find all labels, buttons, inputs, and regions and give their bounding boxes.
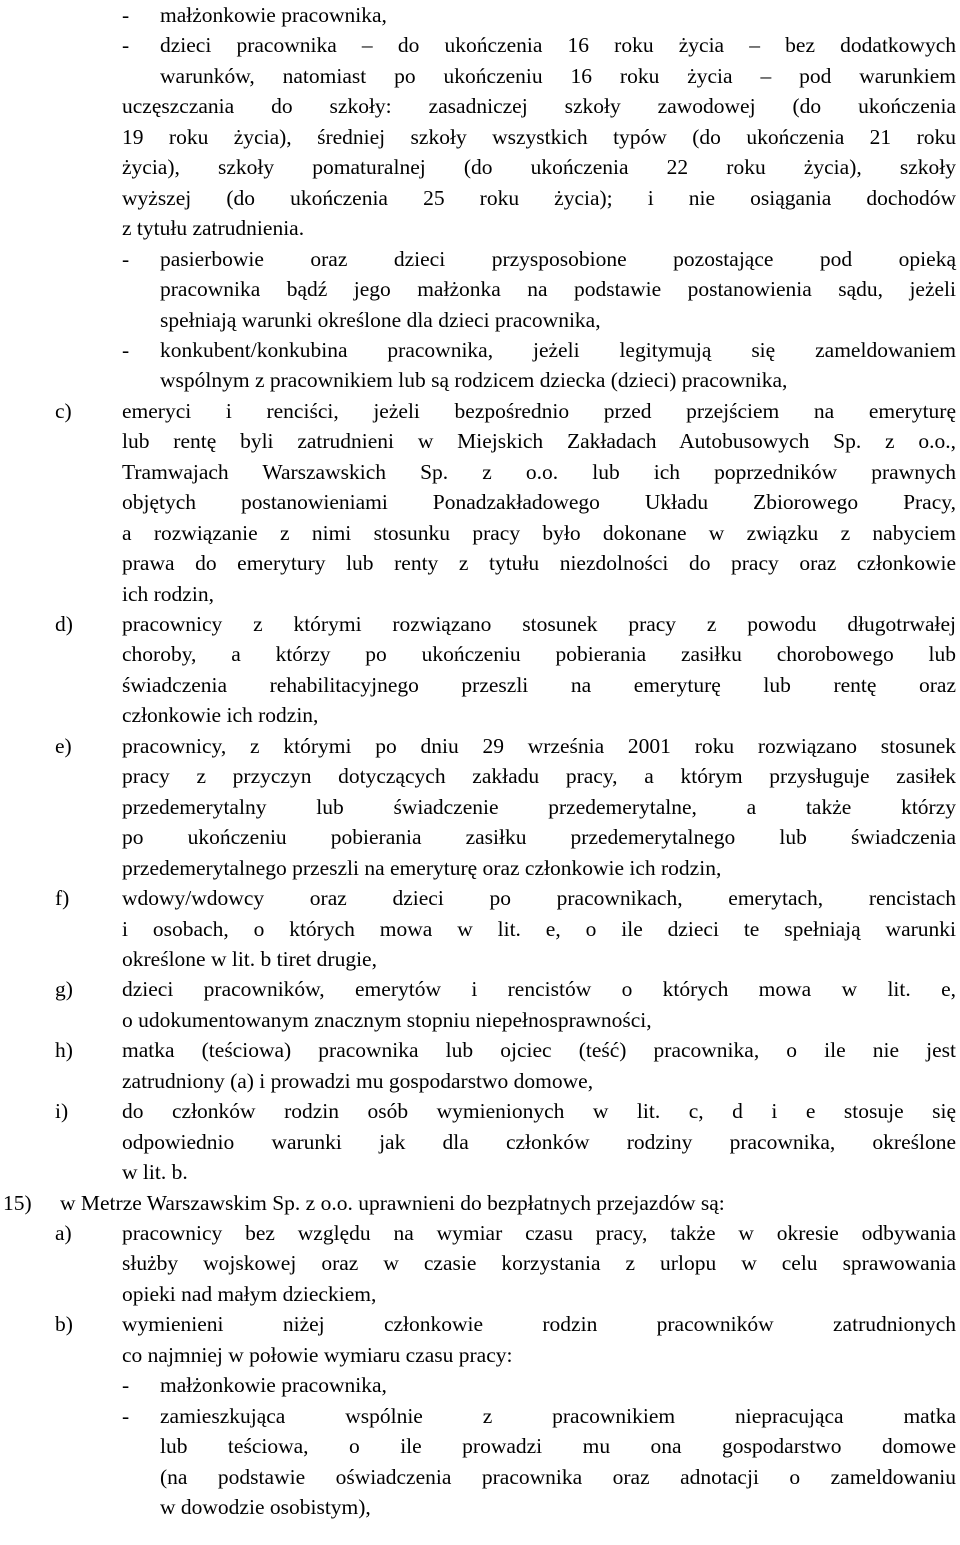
text-line: z tytułu zatrudnienia. [122,216,305,240]
list-marker: - [122,1404,130,1428]
text-line: wspólnym z pracownikiem lub są rodzicem dziecka (dzieci) pracownika, [160,368,788,392]
text-line: pracy z przyczyn dotyczących zakładu pracy, a którym przysługuje zasiłek [122,764,956,788]
text-line: i osobach, o których mowa w lit. e, o ile dzieci te spełniają warunki [122,917,956,941]
text-line: życia), szkoły pomaturalnej (do ukończenia 22 roku życia), szkoły [122,155,956,179]
list-marker: - [122,338,130,362]
list-marker: - [122,1373,130,1397]
text-line: 19 roku życia), średniej szkoły wszystkich typów (do ukończenia 21 roku [122,125,956,149]
text-line: wyższej (do ukończenia 25 roku życia); i nie osiągania dochodów [122,186,956,210]
text-line: o udokumentowanym znacznym stopniu niepełnosprawności, [122,1008,652,1032]
text-line: świadczenia rehabilitacyjnego przeszli na emeryturę lub rentę oraz [122,673,956,697]
list-marker: e) [55,734,72,758]
text-line: pracownicy bez względu na wymiar czasu pracy, także w okresie odbywania [122,1221,956,1245]
text-line: dzieci pracownika – do ukończenia 16 roku życia – bez dodatkowych [160,33,956,57]
text-line: pracownicy z którymi rozwiązano stosunek pracy z powodu długotrwałej [122,612,956,636]
text-line: objętych postanowieniami Ponadzakładowego Układu Zbiorowego Pracy, [122,490,956,514]
list-marker: - [122,33,130,57]
text-line: wymienieni niżej członkowie rodzin pracowników zatrudnionych [122,1312,956,1336]
text-line: lub teściowa, o ile prowadzi mu ona gospodarstwo domowe [160,1434,956,1458]
text-line: w dowodzie osobistym), [160,1495,371,1519]
text-line: małżonkowie pracownika, [160,1373,387,1397]
text-line: pracownicy, z którymi po dniu 29 września 2001 roku rozwiązano stosunek [122,734,956,758]
list-marker: h) [55,1038,73,1062]
text-line: choroby, a którzy po ukończeniu pobierania zasiłku chorobowego lub [122,642,956,666]
list-marker: - [122,3,130,27]
text-line: prawa do emerytury lub renty z tytułu niezdolności do pracy oraz członkowie [122,551,956,575]
text-line: przedemerytalny lub świadczenie przedemerytalne, a także którzy [122,795,956,819]
text-line: zatrudniony (a) i prowadzi mu gospodarstwo domowe, [122,1069,594,1093]
text-line: pasierbowie oraz dzieci przysposobione pozostające pod opieką [160,247,956,271]
text-line: do członków rodzin osób wymienionych w lit. c, d i e stosuje się [122,1099,956,1123]
text-line: matka (teściowa) pracownika lub ojciec (teść) pracownika, o ile nie jest [122,1038,956,1062]
text-line: spełniają warunki określone dla dzieci pracownika, [160,308,601,332]
list-marker: 15) [3,1191,32,1215]
list-marker: c) [55,399,72,423]
text-line: w Metrze Warszawskim Sp. z o.o. uprawnieni do bezpłatnych przejazdów są: [60,1191,725,1215]
text-line: zamieszkująca wspólnie z pracownikiem niepracująca matka [160,1404,956,1428]
text-line: opieki nad małym dzieckiem, [122,1282,377,1306]
text-line: Tramwajach Warszawskich Sp. z o.o. lub ich poprzedników prawnych [122,460,956,484]
text-line: uczęszczania do szkoły: zasadniczej szkoły zawodowej (do ukończenia [122,94,956,118]
text-line: pracownika bądź jego małżonka na podstawie postanowienia sądu, jeżeli [160,277,956,301]
list-marker: f) [55,886,70,910]
list-marker: b) [55,1312,73,1336]
text-line: służby wojskowej oraz w czasie korzystania z urlopu w celu sprawowania [122,1251,956,1275]
text-line: po ukończeniu pobierania zasiłku przedemerytalnego lub świadczenia [122,825,956,849]
text-line: co najmniej w połowie wymiaru czasu pracy: [122,1343,513,1367]
text-line: a rozwiązanie z nimi stosunku pracy było dokonane w związku z nabyciem [122,521,956,545]
text-line: emeryci i renciści, jeżeli bezpośrednio przed przejściem na emeryturę [122,399,956,423]
text-line: małżonkowie pracownika, [160,3,387,27]
list-marker: d) [55,612,73,636]
text-line: w lit. b. [122,1160,188,1184]
list-marker: - [122,247,130,271]
list-marker: i) [55,1099,69,1123]
text-line: wdowy/wdowcy oraz dzieci po pracownikach, emerytach, rencistach [122,886,956,910]
text-line: lub rentę byli zatrudnieni w Miejskich Zakładach Autobusowych Sp. z o.o., [122,429,956,453]
list-marker: g) [55,977,73,1001]
text-line: konkubent/konkubina pracownika, jeżeli legitymują się zameldowaniem [160,338,956,362]
text-line: warunków, natomiast po ukończeniu 16 roku życia – pod warunkiem [160,64,956,88]
text-line: (na podstawie oświadczenia pracownika oraz adnotacji o zameldowaniu [160,1465,956,1489]
text-line: dzieci pracowników, emerytów i rencistów o których mowa w lit. e, [122,977,956,1001]
list-marker: a) [55,1221,72,1245]
text-line: odpowiednio warunki jak dla członków rodziny pracownika, określone [122,1130,956,1154]
text-line: członkowie ich rodzin, [122,703,319,727]
text-line: określone w lit. b tiret drugie, [122,947,377,971]
text-line: ich rodzin, [122,582,214,606]
text-line: przedemerytalnego przeszli na emeryturę oraz członkowie ich rodzin, [122,856,722,880]
